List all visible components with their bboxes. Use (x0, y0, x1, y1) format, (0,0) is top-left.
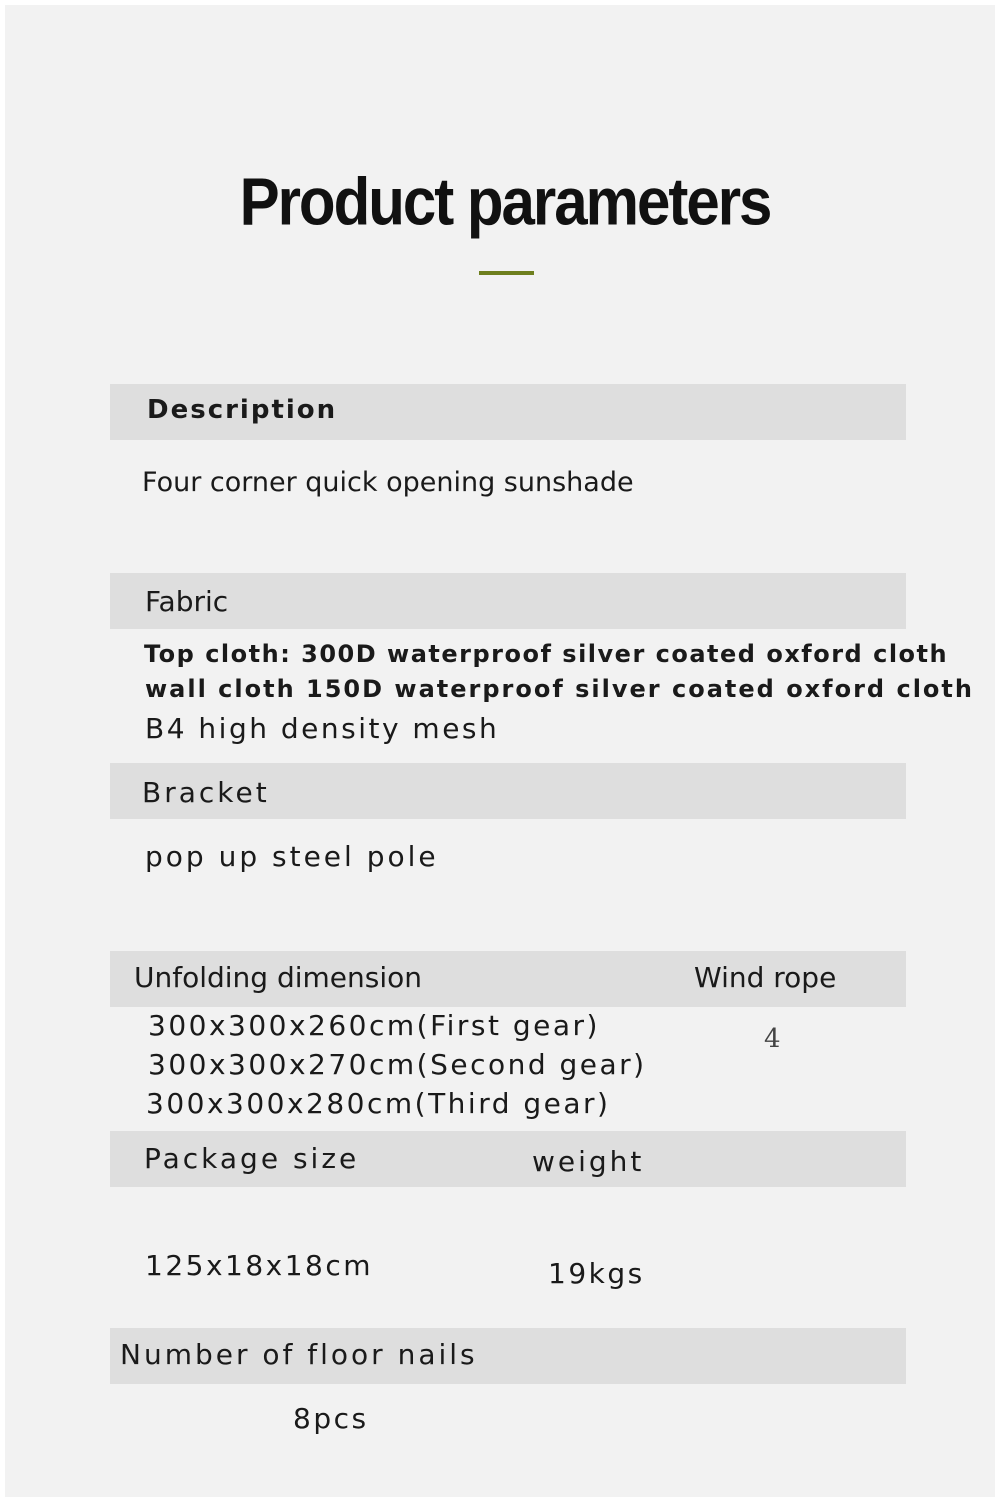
wind-rope-value: 4 (764, 1024, 781, 1054)
fabric-line-1: Top cloth: 300D waterproof silver coated oxford cloth (144, 640, 949, 668)
page-title: Product parameters (239, 164, 771, 240)
fabric-label: Fabric (145, 585, 229, 618)
package-size-value: 125x18x18cm (145, 1249, 374, 1282)
unfolding-line-2: 300x300x270cm(Second gear) (148, 1048, 647, 1081)
fabric-line-2: wall cloth 150D waterproof silver coated oxford cloth (145, 675, 974, 703)
unfolding-label: Unfolding dimension (134, 961, 423, 994)
description-label: Description (147, 395, 338, 425)
floor-nails-label: Number of floor nails (120, 1338, 478, 1371)
fabric-line-3: B4 high density mesh (145, 712, 500, 745)
title-underline (479, 271, 534, 275)
package-size-label: Package size (144, 1142, 360, 1175)
fabric-header-bar (110, 573, 906, 629)
weight-label: weight (532, 1145, 645, 1178)
bracket-value: pop up steel pole (145, 840, 439, 873)
unfolding-line-1: 300x300x260cm(First gear) (148, 1009, 600, 1042)
weight-value: 19kgs (548, 1257, 645, 1290)
wind-rope-label: Wind rope (694, 961, 837, 994)
bracket-label: Bracket (142, 776, 270, 809)
floor-nails-value: 8pcs (293, 1402, 369, 1435)
description-value: Four corner quick opening sunshade (142, 467, 634, 498)
unfolding-line-3: 300x300x280cm(Third gear) (146, 1087, 611, 1120)
